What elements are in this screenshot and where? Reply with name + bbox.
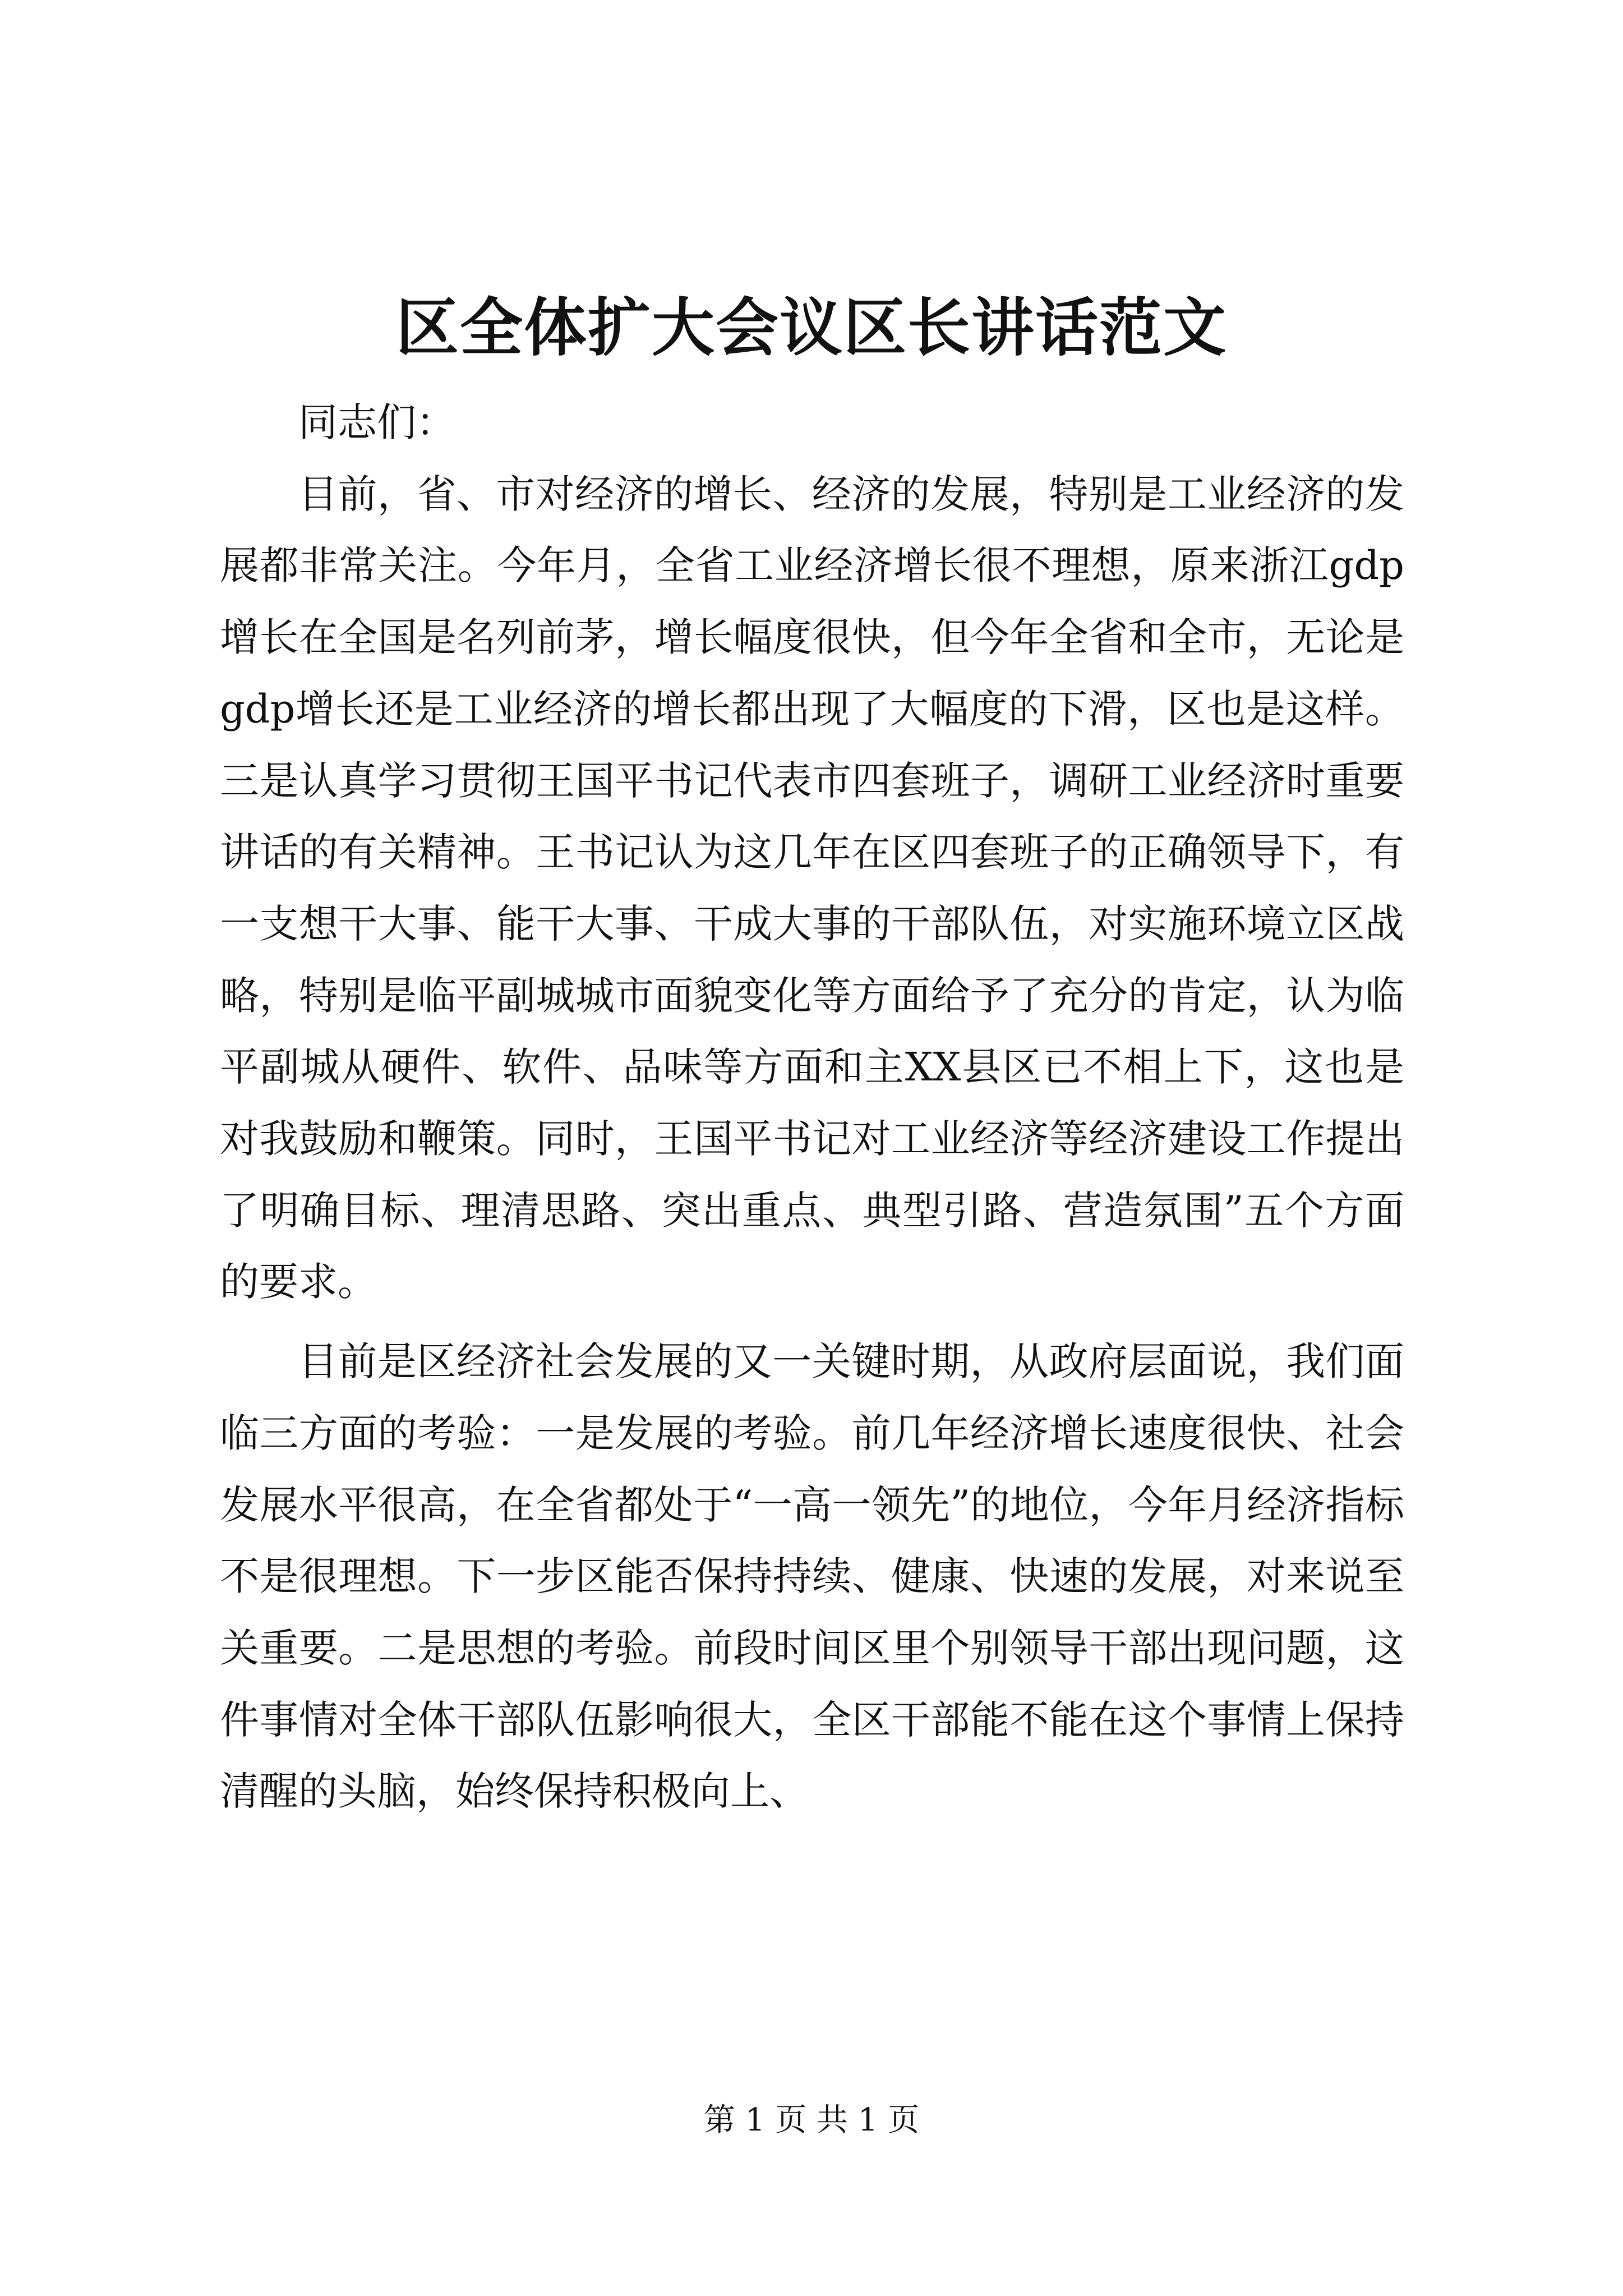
body-paragraph-1: 目前，省、市对经济的增长、经济的发展，特别是工业经济的发展都非常关注。今年月，全省工业经济增长很不理想，原来浙江gdp增长在全国是名列前茅，增长幅度很快，但今年全省和全市，无论是gdp增长还是工业经济的增长都出现了大幅度的下滑，区也是这样。三是认真学习贯彻王国平书记代表市四套班子，调研工业经济时重要讲话的有关精神。王书记认为这几年在区四套班子的正确领导下，有一支想干大事、能干大事、干成大事的干部队伍，对实施环境立区战略，特别是临平副城城市面貌变化等方面给予了充分的肯定，认为临平副城从硬件、软件、品味等方面和主XX县区已不相上下，这也是对我鼓励和鞭策。同时，王国平书记对工业经济等经济建设工作提出了明确目标、理清思路、突出重点、典型引路、营造氛围”五个方面的要求。 (220, 471, 1404, 1305)
page-number-footer: 第 1 页 共 1 页 (703, 2102, 920, 2138)
document-body (220, 387, 1404, 1828)
document-title: 区全体扩大会议区长讲话范文 (396, 291, 1227, 365)
body-paragraph-2: 目前是区经济社会发展的又一关键时期，从政府层面说，我们面临三方面的考验：一是发展的考验。前几年经济增长速度很快、社会发展水平很高，在全省都处于“一高一领先”的地位，今年月经济指标不是很理想。下一步区能否保持持续、健康、快速的发展，对来说至关重要。二是思想的考验。前段时间区里个别领导干部出现问题，这件事情对全体干部队伍影响很大，全区干部能不能在这个事情上保持清醒的头脑，始终保持积极向上、 (220, 1338, 1404, 1815)
salutation-paragraph: 同志们： (298, 399, 455, 445)
